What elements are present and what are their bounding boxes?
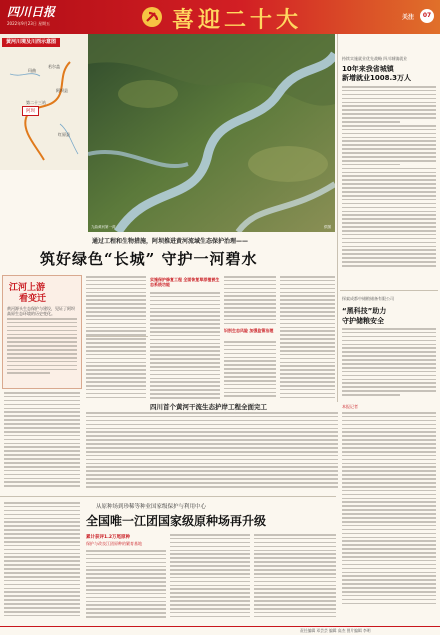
lead-body-col-3b bbox=[224, 341, 276, 402]
employment-headline-2: 新增就业1008.3万人 bbox=[342, 74, 412, 82]
map-label-maqu: 玛曲 bbox=[28, 68, 36, 73]
bottom-body-col-2 bbox=[170, 534, 250, 622]
date-line: 2022年9月23日 星期五 bbox=[7, 21, 51, 26]
map-panel bbox=[0, 34, 89, 170]
sidebar-text: 黄河源头生态保护与建设，见证了阿坝高原生态环境的历史变化。 bbox=[7, 306, 75, 316]
left-column-body bbox=[4, 392, 80, 492]
sidebar-title-1: 江河上游 bbox=[9, 283, 46, 293]
bottom-body-col-1 bbox=[86, 550, 166, 622]
footer-credit: 责任编辑 邓芸芸 编辑 高杰 图片编辑 李明 bbox=[300, 628, 371, 633]
lead-body-col-4 bbox=[280, 276, 335, 402]
page-number: 07 bbox=[422, 12, 432, 19]
map-label-aba: 阿坝 bbox=[26, 109, 35, 114]
employment-kicker: 持续实施就业优先战略 四川城镇就业 bbox=[342, 56, 408, 61]
location-pin-icon bbox=[22, 106, 39, 116]
map-label-zoige: 若尔盖 bbox=[48, 64, 60, 69]
feature-title-1: “黑科技”助力 bbox=[342, 307, 387, 315]
lead-body-col-3 bbox=[224, 276, 276, 326]
bottom-left-body bbox=[4, 502, 80, 622]
lead-kicker: 通过工程和生物措施，阿坝推进黄河流域生态保护治理—— bbox=[92, 238, 249, 245]
lead-body-col-1 bbox=[86, 276, 146, 402]
map-label-station: 第二十三站 bbox=[26, 100, 46, 105]
right-lower-body bbox=[342, 412, 436, 612]
lead-body-col-2 bbox=[150, 292, 220, 402]
employment-body bbox=[342, 86, 436, 272]
middle-story-body bbox=[86, 412, 338, 492]
feature-kicker: 探索成都中储粮储备有限公司 bbox=[342, 296, 394, 301]
bottom-subhead-1: 累计获评1.2万尾原种 bbox=[86, 535, 130, 540]
lead-headline: 筑好绿色“长城” 守护一河碧水 bbox=[40, 250, 258, 268]
photo-caption: 九曲黄河第一湾 bbox=[91, 225, 116, 229]
bottom-kicker: 从原种场到珍稀等种业国家级保护与利用中心 bbox=[96, 504, 207, 510]
section-label: 关注 bbox=[402, 14, 415, 21]
bottom-subhead-2: 保护与改良江团原种的繁育基地 bbox=[86, 541, 142, 546]
lead-subhead-2: 识别生态风险 加强监管治理 bbox=[224, 328, 274, 333]
bottom-body-col-3 bbox=[254, 534, 336, 622]
map-title: 黄河川境及川西示意图 bbox=[2, 38, 60, 47]
map-label-hongyuan: 红原县 bbox=[58, 132, 70, 137]
middle-story-headline: 四川首个黄河干流生态护岸工程全面完工 bbox=[150, 403, 267, 411]
photo-credit: 供图 bbox=[324, 225, 331, 229]
middle-story-credit: 本报记者 bbox=[342, 404, 358, 409]
lead-subhead-1: 实施保护修复工程 全面恢复草原植被生态系统功能 bbox=[150, 277, 220, 288]
page-number-badge bbox=[420, 9, 434, 23]
employment-headline-1: 10年来我省城镇 bbox=[342, 65, 394, 73]
bottom-headline: 全国唯一江团国家级原种场再升级 bbox=[86, 514, 267, 528]
paper-name: 四川日报 bbox=[7, 5, 56, 19]
party-emblem-icon bbox=[141, 6, 163, 28]
river-landscape-photo bbox=[88, 34, 335, 232]
sidebar-box bbox=[2, 275, 82, 389]
feature-title-2: 守护储粮安全 bbox=[342, 317, 384, 325]
map-label-aba-county: 阿坝县 bbox=[56, 88, 68, 93]
feature-body bbox=[342, 328, 436, 400]
sidebar-title-2: 看变迁 bbox=[19, 294, 47, 304]
banner-title: 喜迎二十大 bbox=[172, 7, 303, 33]
